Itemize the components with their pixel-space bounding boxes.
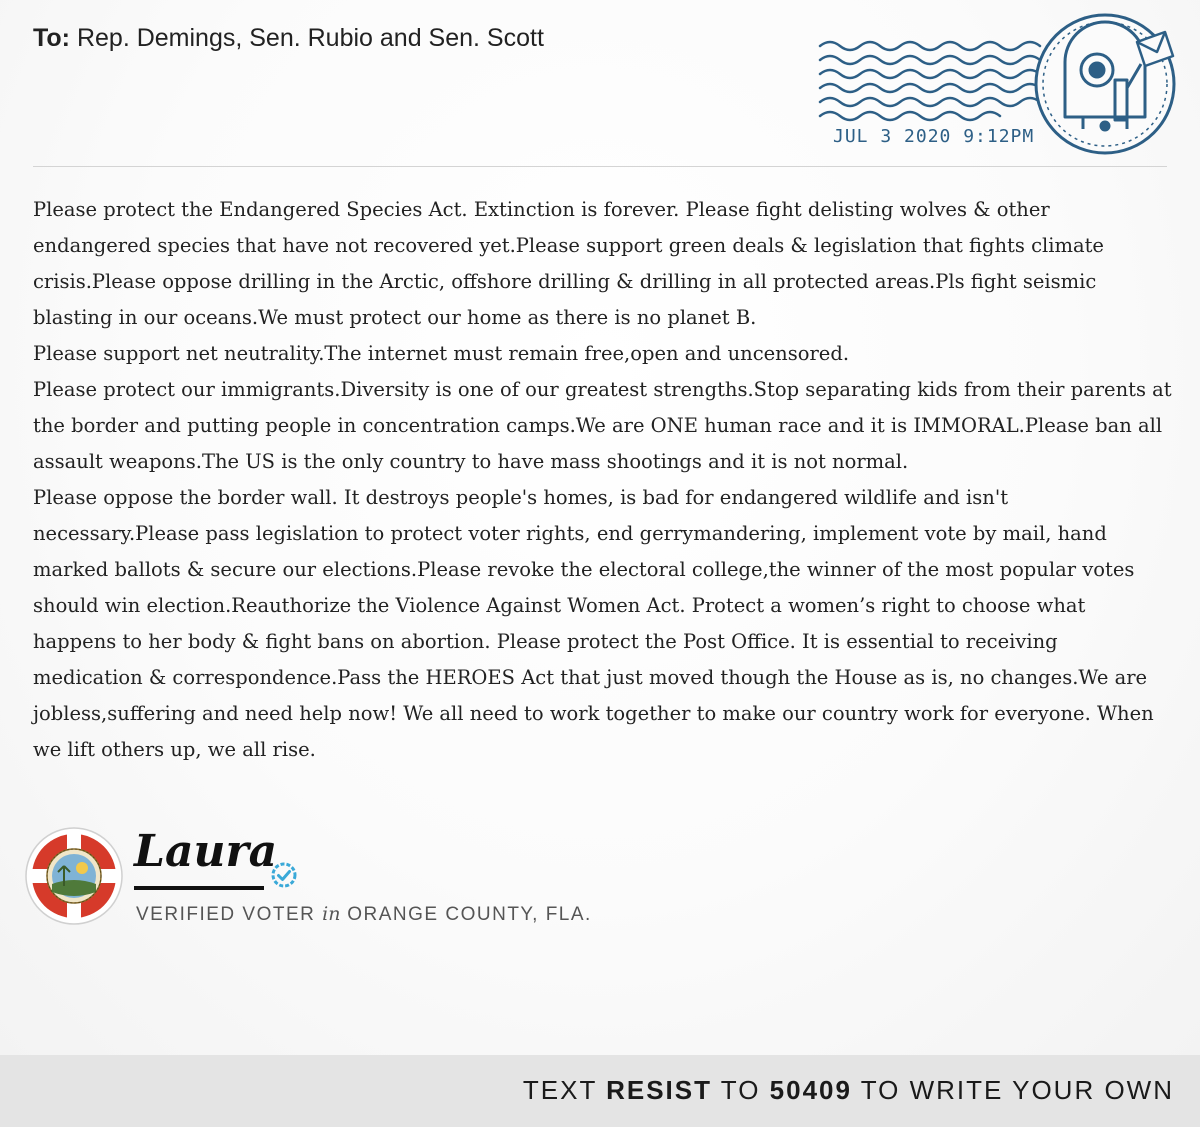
message-body	[33, 192, 1173, 768]
postmark-date: JUL 3 2020 9:12PM	[833, 126, 1035, 147]
verified-check-icon	[270, 861, 298, 889]
to-label: To:	[33, 24, 71, 52]
voter-location: ORANGE COUNTY, FLA.	[347, 904, 592, 925]
recipient-names: Rep. Demings, Sen. Rubio and Sen. Scott	[76, 24, 544, 52]
message-paragraph: Please support net neutrality.The internet must remain free,open and uncensored.	[33, 342, 850, 365]
cta-text: TEXT	[522, 1075, 597, 1105]
call-to-action	[523, 1075, 1174, 1106]
cta-keyword: RESIST	[606, 1075, 713, 1105]
voter-in: in	[322, 903, 341, 925]
header-divider	[33, 166, 1167, 167]
florida-state-seal-icon	[24, 826, 124, 926]
cta-text: TO	[720, 1075, 761, 1105]
recipient-line	[33, 24, 544, 53]
signature-underline	[134, 886, 264, 890]
cta-number: 50409	[769, 1075, 852, 1105]
voter-prefix: VERIFIED VOTER	[136, 904, 316, 925]
footer-banner	[0, 1055, 1200, 1127]
cta-text: TO WRITE YOUR OWN	[860, 1075, 1174, 1105]
message-paragraph: Please oppose the border wall. It destroys people's homes, is bad for endangered wildlife and isn't necessary.Please pass legislation to protect voter rights, end gerrymandering, implement vote by mail, hand marked ballots & secure our elections.Please revoke the electoral college,the winner of the most popular votes should win election.Reauthorize the Violence Against Women Act. Protect a women’s right to choose what happens to her body & fight bans on abortion. Please protect the Post Office. It is essential to receiving medication & correspondence.Pass the HEROES Act that just moved though the House as is, no changes.We are jobless,suffering and need help now! We all need to work together to make our country work for everyone. When we lift others up, we all rise.	[33, 486, 1154, 761]
signature-name: Laura	[134, 826, 278, 877]
voter-verification	[136, 903, 592, 926]
message-paragraph: Please protect the Endangered Species Act. Extinction is forever. Please fight delisting wolves & other endangered species that have not recovered yet.Please support green deals & legislation that fights climate crisis.Please oppose drilling in the Arctic, offshore drilling & drilling in all protected areas.Pls fight seismic blasting in our oceans.We must protect our home as there is no planet B.	[33, 198, 1104, 329]
message-paragraph: Please protect our immigrants.Diversity is one of our greatest strengths.Stop separating kids from their parents at the border and putting people in concentration camps.We are ONE human race and it is IMMORAL.Please ban all assault weapons.The US is the only country to have mass shootings and it is not normal.	[33, 378, 1172, 473]
